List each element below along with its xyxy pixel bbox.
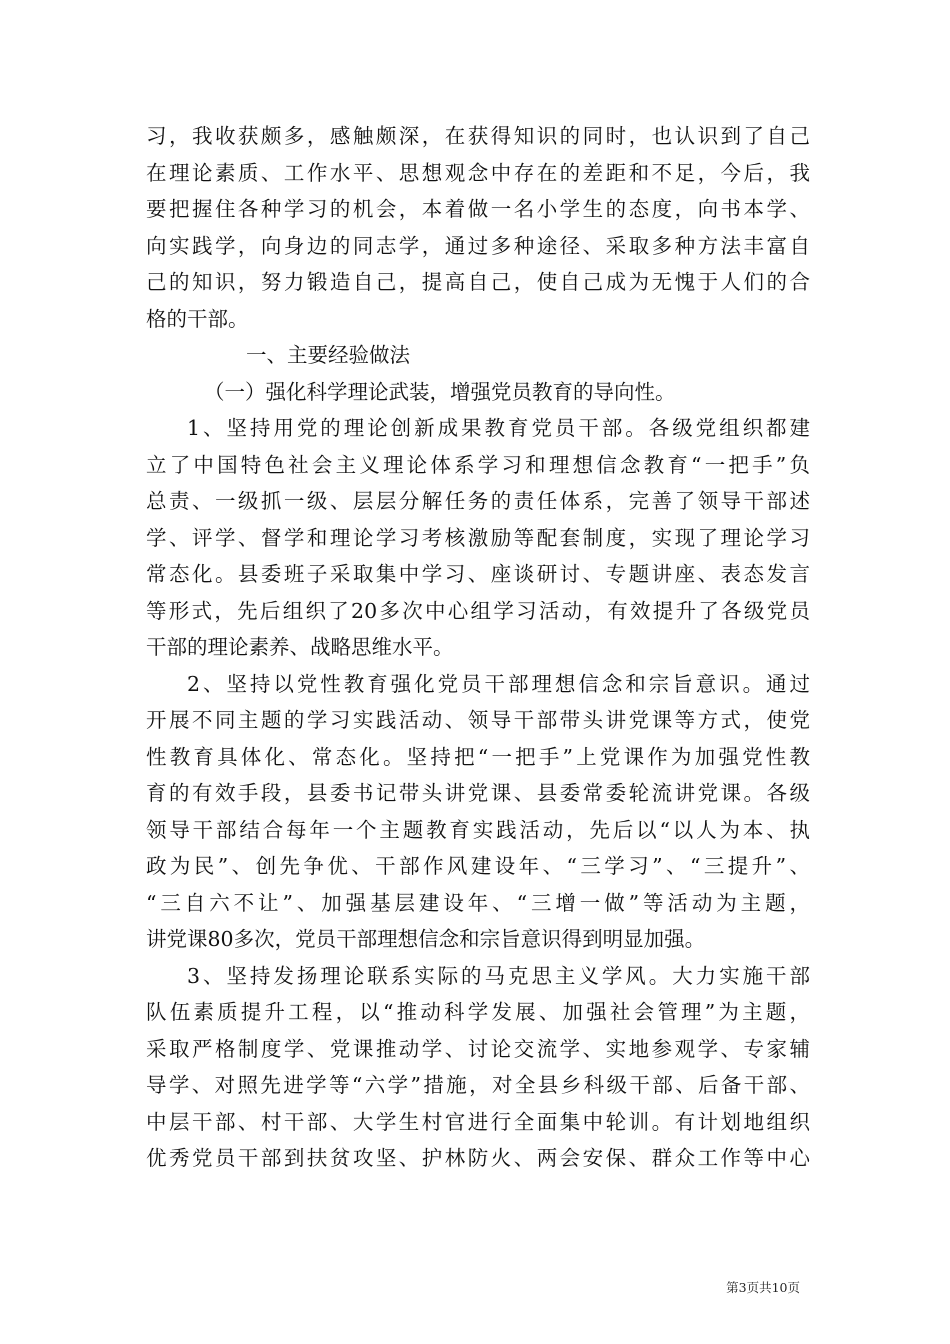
document-body xyxy=(146,118,810,1177)
text-line: 总责、一级抓一级、层层分解任务的责任体系，完善了领导干部述 xyxy=(146,489,810,513)
text-line: 讲党课80多次，党员干部理想信念和宗旨意识得到明显加强。 xyxy=(146,927,706,951)
paragraph-first-line: 3、坚持发扬理论联系实际的马克思主义学风。大力实施干部 xyxy=(187,963,810,988)
text-line: 在理论素质、工作水平、思想观念中存在的差距和不足，今后，我 xyxy=(146,160,810,185)
text-line: 育的有效手段，县委书记带头讲党课、县委常委轮流讲党课。各级 xyxy=(146,781,810,805)
text-line: 常态化。县委班子采取集中学习、座谈研讨、专题讲座、表态发言 xyxy=(146,562,810,586)
page-number: 第3页共10页 xyxy=(726,1280,800,1295)
text-line: 性教育具体化、常态化。坚持把“一把手”上党课作为加强党性教 xyxy=(146,744,810,769)
text-line: 中层干部、村干部、大学生村官进行全面集中轮训。有计划地组织 xyxy=(146,1109,810,1134)
text-line: “三自六不让”、加强基层建设年、“三增一做”等活动为主题， xyxy=(146,890,810,915)
text-line: 优秀党员干部到扶贫攻坚、护林防火、两会安保、群众工作等中心 xyxy=(146,1146,810,1170)
text-line: 开展不同主题的学习实践活动、领导干部带头讲党课等方式，使党 xyxy=(146,708,810,732)
text-line: 干部的理论素养、战略思维水平。 xyxy=(146,635,454,659)
text-line: 要把握住各种学习的机会，本着做一名小学生的态度，向书本学、 xyxy=(146,197,810,221)
text-line: 格的干部。 xyxy=(146,306,249,331)
paragraph-first-line: 1、坚持用党的理论创新成果教育党员干部。各级党组织都建 xyxy=(187,416,810,440)
text-line: 导学、对照先进学等“六学”措施，对全县乡科级干部、后备干部、 xyxy=(146,1073,810,1097)
text-line: 习，我收获颇多，感触颇深，在获得知识的同时，也认识到了自己 xyxy=(146,124,810,148)
text-line: 己的知识，努力锻造自己，提高自己，使自己成为无愧于人们的合 xyxy=(146,270,810,294)
section-heading: 一、主要经验做法 xyxy=(246,343,410,367)
text-line: 政为民”、创先争优、干部作风建设年、“三学习”、“三提升”、 xyxy=(146,854,810,878)
paragraph-first-line: 2、坚持以党性教育强化党员干部理想信念和宗旨意识。通过 xyxy=(187,671,810,696)
text-line: 立了中国特色社会主义理论体系学习和理想信念教育“一把手”负 xyxy=(146,452,810,477)
text-line: 向实践学，向身边的同志学，通过多种途径、采取多种方法丰富自 xyxy=(146,233,810,258)
text-line: 学、评学、督学和理论学习考核激励等配套制度，实现了理论学习 xyxy=(146,525,810,550)
text-line: 等形式，先后组织了20多次中心组学习活动，有效提升了各级党员 xyxy=(146,598,810,623)
text-line: 领导干部结合每年一个主题教育实践活动，先后以“以人为本、执 xyxy=(146,817,810,842)
text-line: 队伍素质提升工程，以“推动科学发展、加强社会管理”为主题， xyxy=(146,1000,810,1024)
subsection-heading: （一）强化科学理论武装，增强党员教育的导向性。 xyxy=(204,379,676,404)
text-line: 采取严格制度学、党课推动学、讨论交流学、实地参观学、专家辅 xyxy=(146,1036,810,1061)
